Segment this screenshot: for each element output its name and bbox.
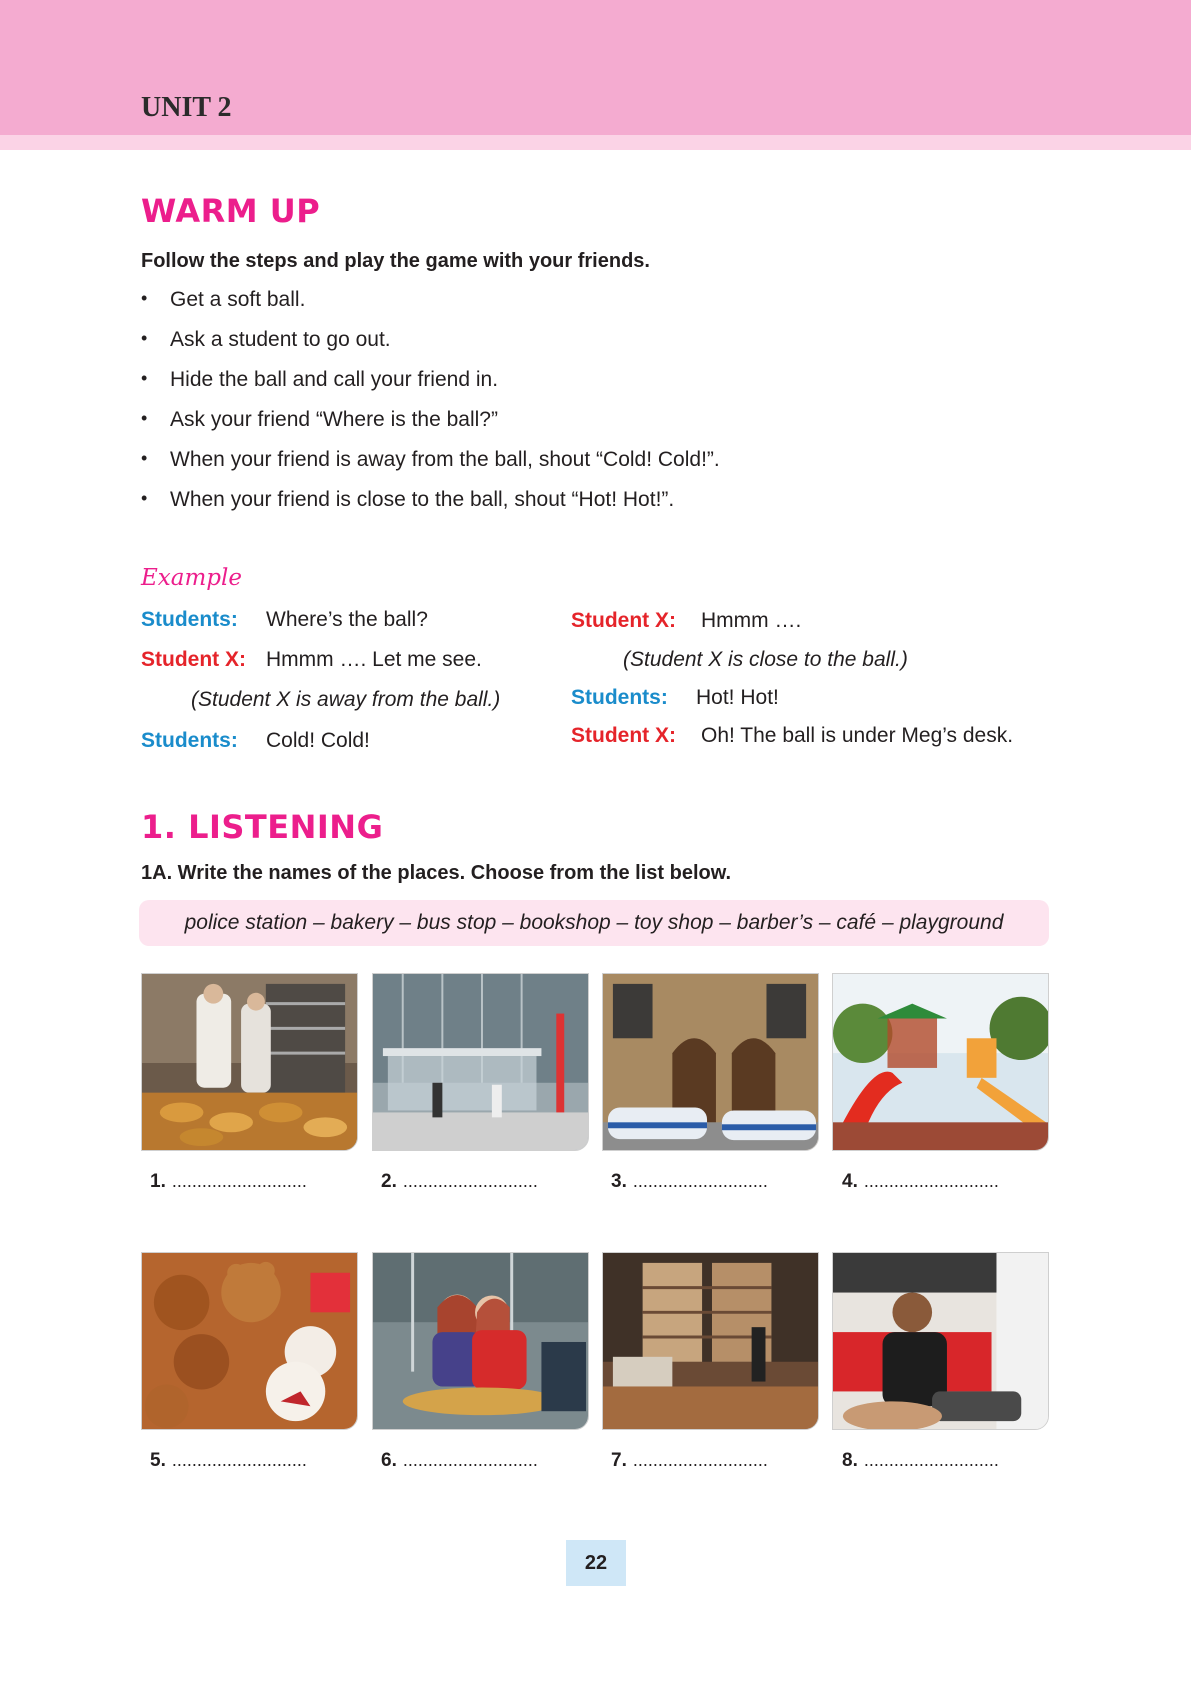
answer-blank[interactable]: 7. ...........................: [611, 1450, 768, 1471]
list-item: • Get a soft ball.: [141, 288, 306, 311]
bakery-photo: [141, 973, 358, 1151]
warm-up-title: WARM UP: [141, 192, 321, 230]
listening-title: 1. LISTENING: [141, 808, 384, 846]
warm-up-instruction: Follow the steps and play the game with your friends.: [141, 250, 650, 272]
list-item: • Ask your friend “Where is the ball?”: [141, 408, 498, 431]
page-number: 22: [566, 1540, 626, 1586]
playground-photo: [832, 973, 1049, 1151]
list-item: • When your friend is away from the ball, shout “Cold! Cold!”.: [141, 448, 720, 471]
answer-blank[interactable]: 6. ...........................: [381, 1450, 538, 1471]
dialogue-line: Student X: Oh! The ball is under Meg’s desk.: [571, 724, 1014, 747]
word-list-box: police station – bakery – bus stop – bookshop – toy shop – barber’s – café – playground: [139, 900, 1049, 946]
list-item: • Ask a student to go out.: [141, 328, 391, 351]
unit-title: UNIT 2: [141, 92, 232, 123]
cafe-photo: [372, 1252, 589, 1430]
toy-shop-photo: [141, 1252, 358, 1430]
answer-blank[interactable]: 5. ...........................: [150, 1450, 307, 1471]
barbers-photo: [832, 1252, 1049, 1430]
dialogue-line: Student X: Hmmm ….: [571, 609, 802, 632]
dialogue-line: Students: Where’s the ball?: [141, 608, 428, 631]
bookshop-photo: [602, 1252, 819, 1430]
bus-stop-photo: [372, 973, 589, 1151]
answer-blank[interactable]: 4. ...........................: [842, 1171, 999, 1192]
answer-blank[interactable]: 3. ...........................: [611, 1171, 768, 1192]
steps-list: [141, 288, 720, 528]
answer-blank[interactable]: 8. ...........................: [842, 1450, 999, 1471]
answer-blank[interactable]: 1. ...........................: [150, 1171, 307, 1192]
example-label: Example: [141, 565, 242, 591]
dialogue-line: Students: Cold! Cold!: [141, 729, 370, 752]
listening-instruction: 1A. Write the names of the places. Choose from the list below.: [141, 862, 732, 884]
header-strip: [0, 135, 1191, 150]
answer-blank[interactable]: 2. ...........................: [381, 1171, 538, 1192]
list-item: • When your friend is close to the ball, shout “Hot! Hot!”.: [141, 488, 675, 511]
dialogue-note: (Student X is away from the ball.): [191, 688, 501, 711]
police-station-photo: [602, 973, 819, 1151]
dialogue-line: Students: Hot! Hot!: [571, 686, 779, 709]
list-item: • Hide the ball and call your friend in.: [141, 368, 499, 391]
dialogue-note: (Student X is close to the ball.): [623, 648, 908, 671]
dialogue-line: Student X: Hmmm …. Let me see.: [141, 648, 482, 671]
